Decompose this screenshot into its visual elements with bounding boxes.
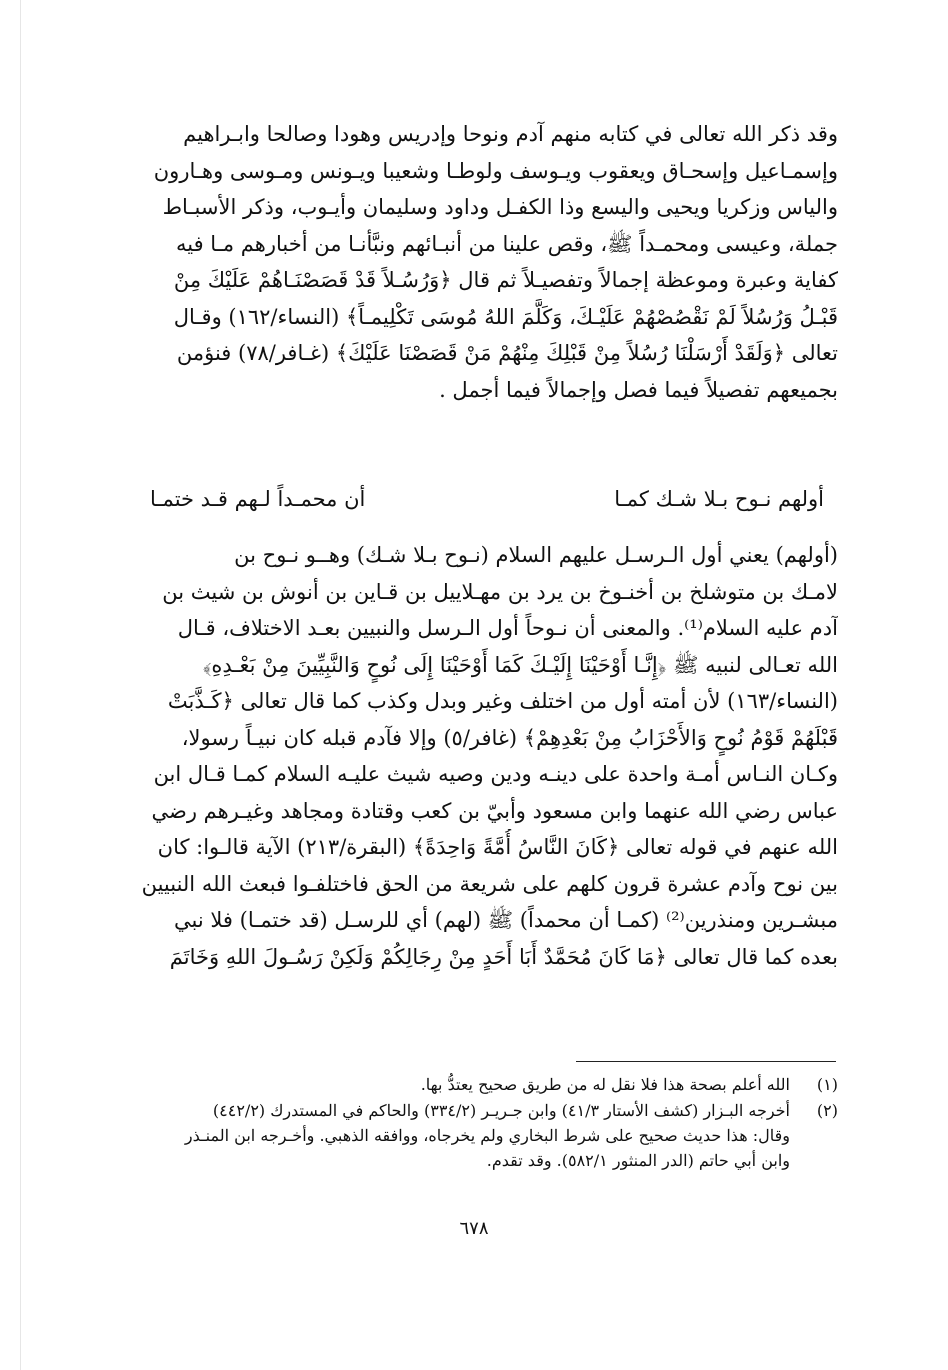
page-number: ٦٧٨ bbox=[459, 1218, 489, 1239]
scan-edge-line bbox=[20, 0, 21, 1370]
text-line: لامـك بن متوشلخ بن أخنـوخ بن يرد بن مهـلاييل بن قـاين بن أنوش بن شيث بن bbox=[162, 579, 838, 604]
verse-second-hemistich: أن محمـداً لـهم قـد ختمـا bbox=[150, 487, 366, 511]
text-line: تعالى ﴿وَلَقَدْ أَرْسَلْنَا رُسُلاً مِنْ قَبْلِكَ مِنْهُمْ مَنْ قَصَصْنَا عَلَيْكَ﴾ (غـافر/٧٨) فنؤمن bbox=[176, 341, 838, 365]
footnote-separator bbox=[576, 1061, 836, 1062]
text-line: الله عنهم في قوله تعالى ﴿كَانَ النَّاسُ أُمَّةً وَاحِدَةً﴾ (البقرة/٢١٣) الآية قالـوا: كان bbox=[157, 835, 838, 859]
footnote-line: وقال: هذا حديث صحيح على شرط البخاري ولم يخرجاه، ووافقه الذهبي. وأخـرجه ابن المنـذر bbox=[184, 1126, 790, 1145]
footnote-line: الله أعلم بصحة هذا فلا نقل له من طريق صحيح يعتدُّ بها. bbox=[420, 1075, 790, 1094]
footnote-body bbox=[112, 1072, 790, 1097]
text-line: الله تعـالى لنبيه ﷺ ﴿إِنَّـا أَوْحَيْنَا إِلَيْـكَ كَمَا أَوْحَيْنَا إِلَى نُوحٍ وَالنَّبِيِّينَ مِنْ بَعْـدِهِ﴾ bbox=[202, 652, 838, 677]
footnote-2 bbox=[112, 1098, 838, 1173]
text-line: بجميعهم تفصيلاً فيما فصل وإجمالاً فيما أجمل . bbox=[439, 377, 838, 402]
text-line: آدم عليه السلام⁽¹⁾. والمعنى أن نـوحاً أول الـرسل والنبيين بعـد الاختلاف، قـال bbox=[177, 616, 838, 640]
text-line: بعده كما قال تعالى ﴿مَا كَانَ مُحَمَّدٌ أَبَا أَحَدٍ مِنْ رِجَالِكُمْ وَلَكِنْ رَسُـولَ اللهِ وَخَاتَمَ bbox=[169, 944, 838, 969]
text-line: (أولهم) يعني أول الـرسـل عليهم السلام (نـوح بـلا شـك) وهــو نـوح بن bbox=[234, 543, 838, 567]
paragraph-prophets bbox=[112, 116, 838, 408]
footnote-number: (٢) bbox=[816, 1101, 838, 1120]
text-line: عباس رضي الله عنهما وابن مسعود وأبيّ بن كعب وقتادة ومجاهد وغيـرهم رضي bbox=[151, 798, 838, 823]
text-line: قَبْـلُ وَرُسُلاً لَمْ نَقْصُصْهُمْ عَلَيْـكَ، وَكَلَّمَ اللهُ مُوسَى تَكْلِيمـاً﴾ (النساء/١٦٢) وقـال bbox=[173, 304, 838, 329]
text-line: بين نوح وآدم عشرة قرون كلهم على شريعة من الحق فاختلفـوا فبعث الله النبيين bbox=[141, 871, 838, 896]
footnotes bbox=[112, 1072, 838, 1174]
footnote-1 bbox=[112, 1072, 838, 1097]
footnote-line: أخرجه البـزار (كشف الأستار ٤١/٣) وابن جـريـر (٣٣٤/٢) والحاكم في المستدرك (٤٤٢/٢) bbox=[212, 1101, 790, 1120]
text-line: كفاية وعبرة وموعظة إجمالاً وتفصيـلاً ثم قال ﴿وَرُسُـلاً قَدْ قَصَصْنَـاهُمْ عَلَيْكَ مِنْ bbox=[173, 268, 838, 292]
paragraph-commentary bbox=[112, 537, 838, 975]
text-line: (النساء/١٦٣) لأن أمته أول من اختلف وغير وبدل وكذب كما قال تعالى ﴿كَـذَّبَتْ bbox=[167, 689, 838, 713]
text-line: وقد ذكر الله تعالى في كتابه منهم آدم ونوحا وإدريس وهودا وصالحا وابـراهيم bbox=[183, 122, 838, 146]
footnote-body bbox=[112, 1098, 790, 1173]
text-line: قَبْلَهُمْ قَوْمُ نُوحٍ وَالأَحْزَابُ مِنْ بَعْدِهِمْ﴾ (غافر/٥) وإلا فآدم قبله كان نبيـاً رسولا، bbox=[181, 725, 838, 750]
footnote-line: وابن أبي حاتم (الدر المنثور ٥٨٢/١). وقد تقدم. bbox=[486, 1151, 790, 1170]
text-line: وإسمـاعيل وإسحـاق ويعقوب ويـوسف ولوطـا وشعيبا ويـونس ومـوسى وهـارون bbox=[153, 158, 838, 183]
text-line: مبشـرين ومنذرين⁽²⁾ (كمـا أن محمداً) ﷺ (لهم) أي للرسـل (قد ختمـا) فلا نبي bbox=[174, 908, 838, 932]
footnote-number: (١) bbox=[816, 1075, 838, 1094]
verse-first-hemistich: أولهم نـوح بـلا شـك كمـا bbox=[614, 487, 824, 511]
text-line: والياس وزكريا ويحيى واليسع وذا الكفـل وداود وسليمان وأيـوب، وذكر الأسبـاط bbox=[162, 195, 838, 219]
poem-verse bbox=[112, 483, 838, 523]
text-line: جملة، وعيسى ومحمـداً ﷺ، وقص علينا من أنبـائهم ونبَّأنـا من أخبارهم مـا فيه bbox=[176, 231, 838, 256]
text-line: وكـان النـاس أمـة واحدة على دينـه ودين وصيه شيث عليـه السلام كمـا قـال ابن bbox=[153, 762, 838, 786]
